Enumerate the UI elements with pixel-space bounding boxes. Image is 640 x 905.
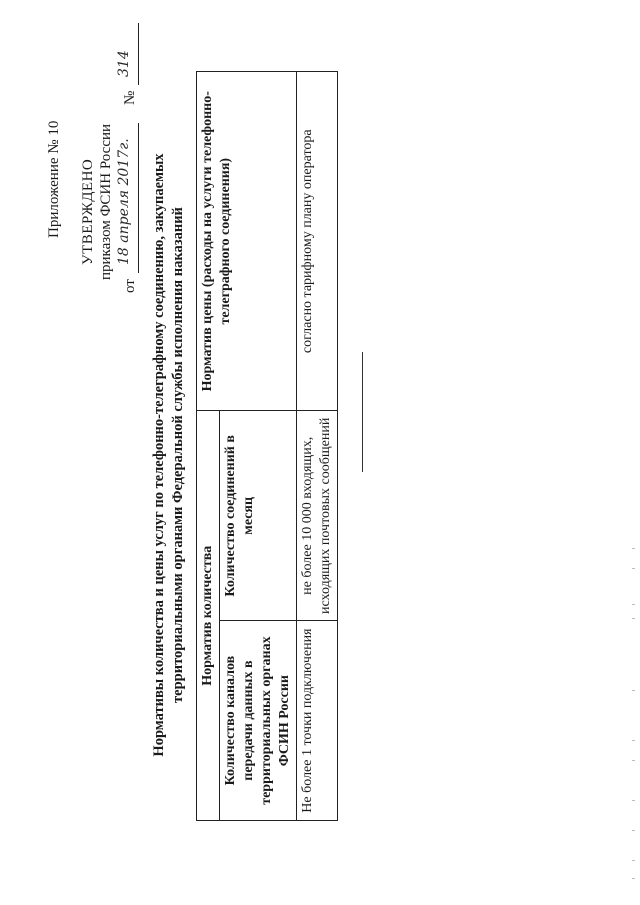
table-row — [297, 72, 338, 821]
scan-mark — [632, 740, 635, 741]
appendix-label: Приложение № 10 — [46, 120, 62, 238]
document-title: Нормативы количества и цены услуг по телефонно-телеграфному соединению, закупаемых территориальными органами Федеральной службы исполнения наказаний — [151, 153, 186, 757]
table-header-row — [197, 72, 220, 821]
scan-mark — [632, 860, 635, 861]
handwritten-date: 18 апреля 2017г. — [116, 138, 132, 265]
price-value-cell: согласно тарифному плану оператора — [297, 72, 338, 411]
date-prefix: от — [122, 279, 138, 293]
price-header-cell: Норматив цены (расходы на услуги телефонно-телеграфного соединения) — [197, 72, 297, 411]
number-prefix: № — [122, 90, 138, 105]
norms-table — [196, 71, 338, 821]
approved-stamp-text: УТВЕРЖДЕНО — [80, 158, 96, 265]
channels-header-cell: Количество каналов передачи данных в территориальных органах ФСИН России — [220, 621, 297, 821]
scan-mark — [632, 878, 635, 879]
channels-value-cell: Не более 1 точки подключения — [297, 621, 338, 821]
connections-header-cell: Количество соединений в месяц — [220, 411, 297, 621]
scan-mark — [632, 760, 635, 761]
separator-line — [362, 352, 363, 472]
scan-mark — [632, 690, 635, 691]
scan-mark — [632, 830, 635, 831]
order-reference: приказом ФСИН России — [98, 123, 114, 280]
scan-mark — [632, 604, 635, 605]
number-underline — [138, 23, 139, 85]
scan-mark — [632, 548, 635, 549]
scan-mark — [632, 618, 635, 619]
order-date-row — [116, 3, 140, 293]
scan-mark — [632, 568, 635, 569]
date-underline — [138, 123, 139, 273]
connections-value-cell: не более 10 000 входящих, исходящих почтовых сообщений — [297, 411, 338, 621]
group-header-cell: Норматив количества — [197, 411, 220, 821]
scan-mark — [632, 800, 635, 801]
handwritten-number: 314 — [116, 50, 132, 77]
